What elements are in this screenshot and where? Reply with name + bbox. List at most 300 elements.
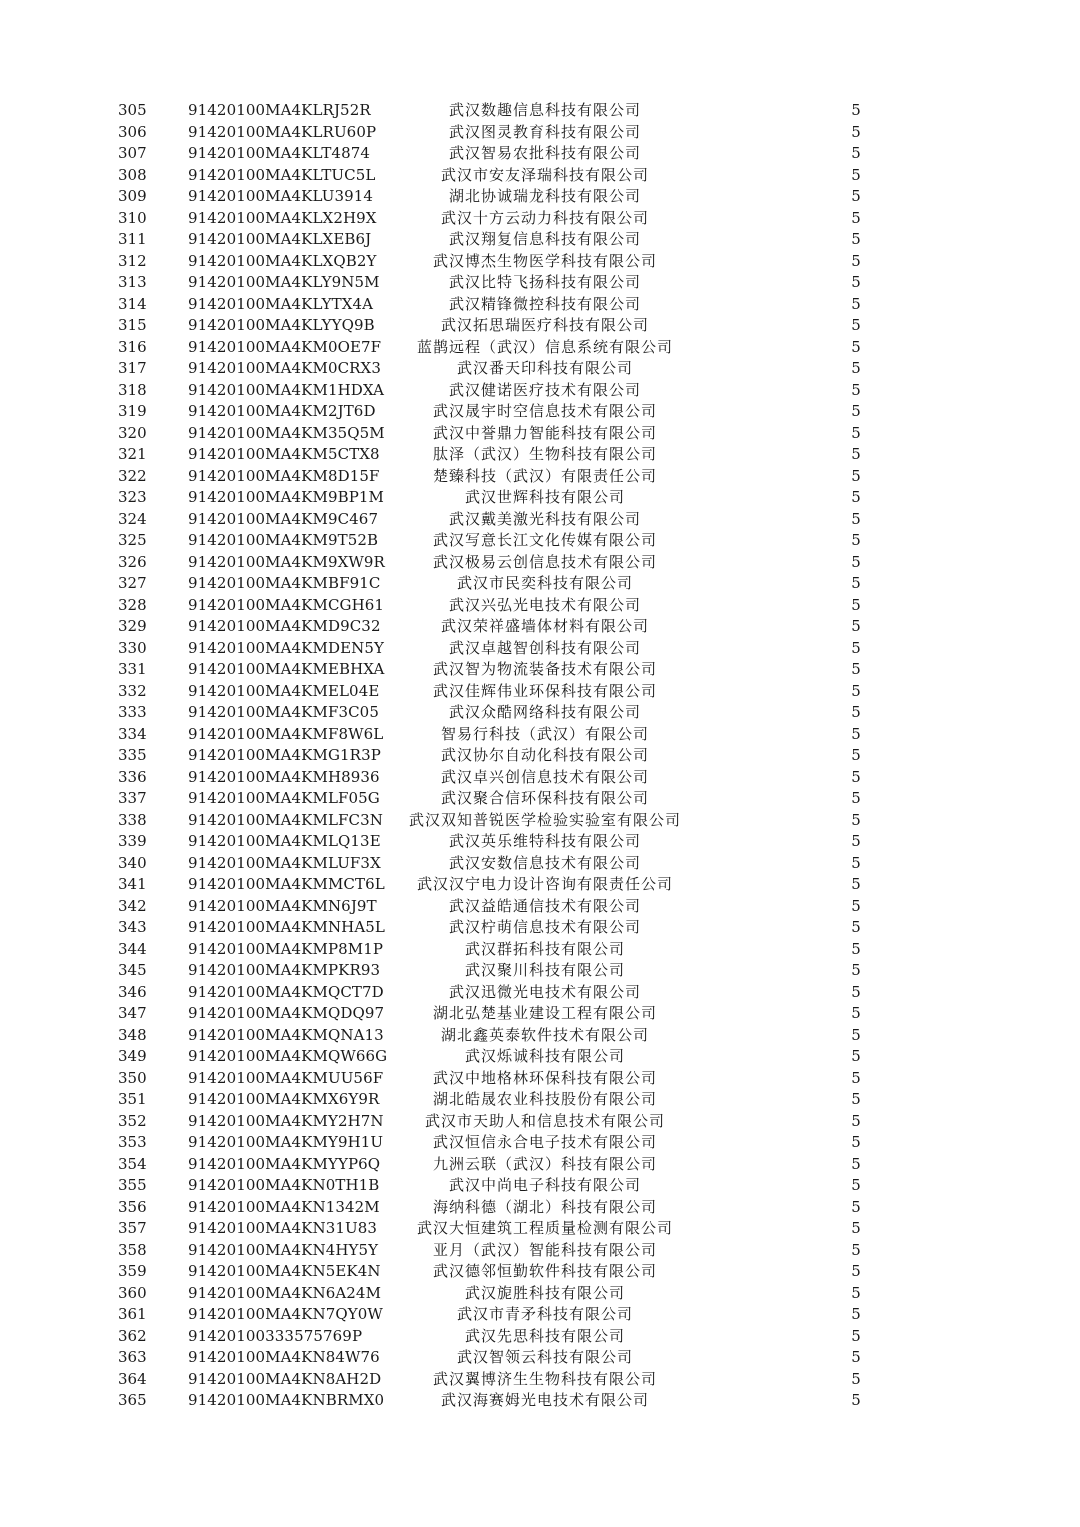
table-row <box>0 1369 1080 1391</box>
row-number: 364 <box>118 1369 147 1388</box>
row-number: 355 <box>118 1176 147 1194</box>
score: 5 <box>851 875 861 893</box>
company-list-table <box>0 100 1080 1412</box>
company-name: 武汉健诺医疗技术有限公司 <box>448 380 641 399</box>
company-name: 武汉番天印科技有限公司 <box>456 359 633 377</box>
credit-code: 91420100MA4KN84W76 <box>188 1348 380 1366</box>
table-row <box>0 509 1080 531</box>
score: 5 <box>851 144 861 162</box>
credit-code: 91420100MA4KLX2H9X <box>188 208 377 227</box>
company-name: 武汉卓越智创科技有限公司 <box>448 638 641 657</box>
score: 5 <box>851 703 861 721</box>
credit-code: 91420100MA4KLTUC5L <box>188 165 376 184</box>
row-number: 356 <box>118 1197 147 1216</box>
credit-code: 91420100MA4KMLFC3N <box>188 810 383 829</box>
table-row <box>0 552 1080 574</box>
credit-code: 91420100MA4KN5EK4N <box>188 1262 381 1280</box>
company-name: 亚月（武汉）智能科技有限公司 <box>432 1240 657 1259</box>
score: 5 <box>851 1004 861 1022</box>
row-number: 350 <box>118 1068 147 1087</box>
company-name: 武汉海赛姆光电技术有限公司 <box>440 1391 649 1409</box>
row-number: 312 <box>118 251 147 270</box>
table-row <box>0 1304 1080 1326</box>
table-row <box>0 788 1080 810</box>
credit-code: 91420100MA4KLRU60P <box>188 122 377 141</box>
company-name: 武汉安数信息技术有限公司 <box>448 853 641 872</box>
credit-code: 91420100MA4KMD9C32 <box>188 617 381 635</box>
row-number: 340 <box>118 853 147 872</box>
company-name: 武汉佳辉伟业环保科技有限公司 <box>432 681 657 700</box>
table-row <box>0 724 1080 746</box>
credit-code: 91420100MA4KLY9N5M <box>188 273 380 291</box>
table-row <box>0 487 1080 509</box>
company-name: 武汉中尚电子科技有限公司 <box>448 1176 641 1194</box>
credit-code: 91420100MA4KMNHA5L <box>188 918 385 936</box>
credit-code: 91420100MA4KMEL04E <box>188 681 380 700</box>
row-number: 318 <box>118 380 147 399</box>
row-number: 325 <box>118 531 147 549</box>
credit-code: 91420100MA4KMBF91C <box>188 574 381 592</box>
company-name: 武汉旎胜科技有限公司 <box>464 1283 625 1302</box>
credit-code: 91420100MA4KM35Q5M <box>188 423 385 442</box>
table-row <box>0 444 1080 466</box>
score: 5 <box>851 380 861 399</box>
score: 5 <box>851 466 861 485</box>
score: 5 <box>851 1068 861 1087</box>
company-name: 武汉聚川科技有限公司 <box>464 961 625 979</box>
row-number: 320 <box>118 423 147 442</box>
company-name: 武汉博杰生物医学科技有限公司 <box>432 251 657 270</box>
credit-code: 91420100MA4KMF3C05 <box>188 703 379 721</box>
row-number: 314 <box>118 294 147 313</box>
score: 5 <box>851 789 861 807</box>
table-row <box>0 229 1080 251</box>
credit-code: 91420100MA4KMCGH61 <box>188 595 385 614</box>
row-number: 353 <box>118 1133 147 1151</box>
credit-code: 91420100MA4KMMCT6L <box>188 875 385 893</box>
row-number: 332 <box>118 681 147 700</box>
row-number: 324 <box>118 509 147 528</box>
table-row <box>0 272 1080 294</box>
table-row <box>0 1025 1080 1047</box>
table-row <box>0 1261 1080 1283</box>
table-row <box>0 337 1080 359</box>
table-row <box>0 1283 1080 1305</box>
table-row <box>0 358 1080 380</box>
company-name: 武汉烁诚科技有限公司 <box>464 1047 625 1065</box>
score: 5 <box>851 982 861 1001</box>
credit-code: 91420100MA4KM1HDXA <box>188 380 385 399</box>
credit-code: 91420100MA4KMH8936 <box>188 767 380 786</box>
table-row <box>0 251 1080 273</box>
credit-code: 91420100MA4KM2JT6D <box>188 402 376 420</box>
table-row <box>0 1003 1080 1025</box>
score: 5 <box>851 1348 861 1366</box>
row-number: 308 <box>118 165 147 184</box>
credit-code: 91420100MA4KMLUF3X <box>188 853 381 872</box>
score: 5 <box>851 488 861 506</box>
table-row <box>0 659 1080 681</box>
score: 5 <box>851 251 861 270</box>
row-number: 352 <box>118 1111 147 1130</box>
table-row <box>0 1154 1080 1176</box>
company-name: 武汉柠萌信息技术有限公司 <box>448 918 641 936</box>
table-row <box>0 896 1080 918</box>
table-row <box>0 745 1080 767</box>
table-row <box>0 638 1080 660</box>
company-name: 武汉翼博济生生物科技有限公司 <box>432 1369 657 1388</box>
company-name: 武汉数趣信息科技有限公司 <box>448 101 641 119</box>
company-name: 武汉十方云动力科技有限公司 <box>440 208 649 227</box>
company-name: 楚臻科技（武汉）有限责任公司 <box>432 466 657 485</box>
table-row <box>0 100 1080 122</box>
row-number: 339 <box>118 832 147 850</box>
row-number: 351 <box>118 1090 147 1108</box>
company-name: 武汉智领云科技有限公司 <box>456 1348 633 1366</box>
score: 5 <box>851 724 861 743</box>
company-name: 武汉益皓通信技术有限公司 <box>448 896 641 915</box>
score: 5 <box>851 1369 861 1388</box>
company-name: 武汉市安友泽瑞科技有限公司 <box>440 165 649 184</box>
credit-code: 91420100MA4KMY2H7N <box>188 1111 384 1130</box>
row-number: 360 <box>118 1283 147 1302</box>
score: 5 <box>851 1133 861 1151</box>
score: 5 <box>851 445 861 463</box>
row-number: 358 <box>118 1240 147 1259</box>
score: 5 <box>851 423 861 442</box>
company-name: 武汉卓兴创信息技术有限公司 <box>440 767 649 786</box>
company-name: 武汉市民奕科技有限公司 <box>456 574 633 592</box>
credit-code: 91420100MA4KN0TH1B <box>188 1176 380 1194</box>
row-number: 330 <box>118 638 147 657</box>
company-name: 武汉协尔自动化科技有限公司 <box>440 746 649 764</box>
table-row <box>0 530 1080 552</box>
row-number: 341 <box>118 875 147 893</box>
credit-code: 91420100MA4KLU3914 <box>188 187 374 205</box>
company-name: 武汉英乐维特科技有限公司 <box>448 832 641 850</box>
table-row <box>0 165 1080 187</box>
company-name: 武汉中地格林环保科技有限公司 <box>432 1068 657 1087</box>
table-row <box>0 466 1080 488</box>
row-number: 357 <box>118 1219 147 1237</box>
table-row <box>0 616 1080 638</box>
score: 5 <box>851 1111 861 1130</box>
score: 5 <box>851 660 861 678</box>
company-name: 武汉智为物流装备技术有限公司 <box>432 660 657 678</box>
row-number: 331 <box>118 660 147 678</box>
score: 5 <box>851 767 861 786</box>
credit-code: 91420100MA4KN31U83 <box>188 1219 378 1237</box>
table-row <box>0 1347 1080 1369</box>
company-name: 海纳科德（湖北）科技有限公司 <box>432 1197 657 1216</box>
table-row <box>0 831 1080 853</box>
company-name: 武汉兴弘光电技术有限公司 <box>448 595 641 614</box>
company-name: 武汉大恒建筑工程质量检测有限公司 <box>416 1219 673 1237</box>
company-name: 武汉中誉鼎力智能科技有限公司 <box>432 423 657 442</box>
score: 5 <box>851 1176 861 1194</box>
credit-code: 91420100MA4KM8D15F <box>188 466 380 485</box>
company-name: 湖北弘楚基业建设工程有限公司 <box>432 1004 657 1022</box>
score: 5 <box>851 230 861 248</box>
score: 5 <box>851 337 861 356</box>
credit-code: 91420100MA4KLYTX4A <box>188 294 374 313</box>
credit-code: 91420100MA4KMQNA13 <box>188 1025 384 1044</box>
credit-code: 91420100MA4KMQW66G <box>188 1047 388 1065</box>
table-row <box>0 1218 1080 1240</box>
row-number: 305 <box>118 101 147 119</box>
company-name: 武汉翔复信息科技有限公司 <box>448 230 641 248</box>
table-row <box>0 423 1080 445</box>
row-number: 327 <box>118 574 147 592</box>
table-row <box>0 1197 1080 1219</box>
table-row <box>0 767 1080 789</box>
table-row <box>0 917 1080 939</box>
table-row <box>0 939 1080 961</box>
company-name: 肽泽（武汉）生物科技有限公司 <box>432 445 657 463</box>
score: 5 <box>851 1283 861 1302</box>
row-number: 346 <box>118 982 147 1001</box>
row-number: 321 <box>118 445 147 463</box>
credit-code: 91420100MA4KLRJ52R <box>188 101 371 119</box>
credit-code: 91420100MA4KMF8W6L <box>188 724 384 743</box>
score: 5 <box>851 595 861 614</box>
credit-code: 91420100MA4KMUU56F <box>188 1068 384 1087</box>
row-number: 336 <box>118 767 147 786</box>
company-name: 武汉智易农批科技有限公司 <box>448 144 641 162</box>
row-number: 307 <box>118 144 147 162</box>
score: 5 <box>851 1154 861 1173</box>
credit-code: 91420100MA4KMY9H1U <box>188 1133 384 1151</box>
row-number: 310 <box>118 208 147 227</box>
table-row <box>0 186 1080 208</box>
company-name: 武汉比特飞扬科技有限公司 <box>448 273 641 291</box>
row-number: 323 <box>118 488 147 506</box>
row-number: 334 <box>118 724 147 743</box>
company-name: 武汉图灵教育科技有限公司 <box>448 122 641 141</box>
company-name: 武汉拓思瑞医疗科技有限公司 <box>440 316 649 334</box>
row-number: 365 <box>118 1391 147 1409</box>
credit-code: 91420100MA4KN6A24M <box>188 1283 382 1302</box>
table-row <box>0 1132 1080 1154</box>
table-row <box>0 982 1080 1004</box>
credit-code: 91420100MA4KLT4874 <box>188 144 371 162</box>
credit-code: 91420100MA4KN4HY5Y <box>188 1240 379 1259</box>
score: 5 <box>851 1262 861 1280</box>
row-number: 361 <box>118 1305 147 1323</box>
score: 5 <box>851 810 861 829</box>
row-number: 363 <box>118 1348 147 1366</box>
row-number: 309 <box>118 187 147 205</box>
score: 5 <box>851 832 861 850</box>
credit-code: 91420100MA4KMQCT7D <box>188 982 384 1001</box>
company-name: 武汉晟宇时空信息技术有限公司 <box>432 402 657 420</box>
credit-code: 91420100MA4KMN6J9T <box>188 896 377 915</box>
table-row <box>0 595 1080 617</box>
company-name: 武汉群拓科技有限公司 <box>464 939 625 958</box>
row-number: 342 <box>118 896 147 915</box>
score: 5 <box>851 187 861 205</box>
credit-code: 91420100333575769P <box>188 1326 363 1345</box>
credit-code: 91420100MA4KMG1R3P <box>188 746 381 764</box>
score: 5 <box>851 1197 861 1216</box>
row-number: 337 <box>118 789 147 807</box>
score: 5 <box>851 1391 861 1409</box>
table-row <box>0 380 1080 402</box>
row-number: 338 <box>118 810 147 829</box>
credit-code: 91420100MA4KMQDQ97 <box>188 1004 385 1022</box>
credit-code: 91420100MA4KM0OE7F <box>188 337 382 356</box>
row-number: 328 <box>118 595 147 614</box>
company-name: 武汉戴美激光科技有限公司 <box>448 509 641 528</box>
score: 5 <box>851 552 861 571</box>
credit-code: 91420100MA4KM9C467 <box>188 509 379 528</box>
table-row <box>0 401 1080 423</box>
row-number: 322 <box>118 466 147 485</box>
table-row <box>0 853 1080 875</box>
company-name: 蓝鹊远程（武汉）信息系统有限公司 <box>416 337 673 356</box>
score: 5 <box>851 1047 861 1065</box>
credit-code: 91420100MA4KN7QY0W <box>188 1305 383 1323</box>
row-number: 326 <box>118 552 147 571</box>
score: 5 <box>851 574 861 592</box>
row-number: 316 <box>118 337 147 356</box>
score: 5 <box>851 402 861 420</box>
score: 5 <box>851 746 861 764</box>
credit-code: 91420100MA4KLXQB2Y <box>188 251 377 270</box>
company-name: 武汉先思科技有限公司 <box>464 1326 625 1345</box>
row-number: 333 <box>118 703 147 721</box>
score: 5 <box>851 165 861 184</box>
company-name: 武汉聚合信环保科技有限公司 <box>440 789 649 807</box>
score: 5 <box>851 509 861 528</box>
score: 5 <box>851 1240 861 1259</box>
company-name: 武汉双知普锐医学检验实验室有限公司 <box>408 810 681 829</box>
table-row <box>0 315 1080 337</box>
company-name: 九洲云联（武汉）科技有限公司 <box>432 1154 657 1173</box>
row-number: 343 <box>118 918 147 936</box>
row-number: 359 <box>118 1262 147 1280</box>
row-number: 348 <box>118 1025 147 1044</box>
credit-code: 91420100MA4KMLF05G <box>188 789 380 807</box>
row-number: 345 <box>118 961 147 979</box>
table-row <box>0 1326 1080 1348</box>
company-name: 武汉极易云创信息技术有限公司 <box>432 552 657 571</box>
row-number: 344 <box>118 939 147 958</box>
score: 5 <box>851 617 861 635</box>
table-row <box>0 681 1080 703</box>
table-row <box>0 874 1080 896</box>
row-number: 319 <box>118 402 147 420</box>
table-row <box>0 143 1080 165</box>
credit-code: 91420100MA4KMX6Y9R <box>188 1090 380 1108</box>
table-row <box>0 1068 1080 1090</box>
row-number: 347 <box>118 1004 147 1022</box>
credit-code: 91420100MA4KM9T52B <box>188 531 379 549</box>
score: 5 <box>851 918 861 936</box>
row-number: 311 <box>118 230 147 248</box>
score: 5 <box>851 1025 861 1044</box>
credit-code: 91420100MA4KMP8M1P <box>188 939 384 958</box>
score: 5 <box>851 961 861 979</box>
row-number: 329 <box>118 617 147 635</box>
score: 5 <box>851 294 861 313</box>
score: 5 <box>851 1305 861 1323</box>
score: 5 <box>851 101 861 119</box>
score: 5 <box>851 1219 861 1237</box>
company-name: 武汉写意长江文化传媒有限公司 <box>432 531 657 549</box>
table-row <box>0 1089 1080 1111</box>
table-row <box>0 1111 1080 1133</box>
company-name: 智易行科技（武汉）有限公司 <box>440 724 649 743</box>
company-name: 武汉精锋微控科技有限公司 <box>448 294 641 313</box>
table-row <box>0 1240 1080 1262</box>
company-name: 武汉德邻恒勤软件科技有限公司 <box>432 1262 657 1280</box>
table-row <box>0 1390 1080 1412</box>
credit-code: 91420100MA4KMLQ13E <box>188 832 381 850</box>
credit-code: 91420100MA4KMEBHXA <box>188 660 385 678</box>
company-name: 武汉市青矛科技有限公司 <box>456 1305 633 1323</box>
company-name: 武汉市天助人和信息技术有限公司 <box>424 1111 665 1130</box>
score: 5 <box>851 896 861 915</box>
table-row <box>0 294 1080 316</box>
table-row <box>0 208 1080 230</box>
score: 5 <box>851 208 861 227</box>
score: 5 <box>851 316 861 334</box>
row-number: 313 <box>118 273 147 291</box>
credit-code: 91420100MA4KLXEB6J <box>188 230 372 248</box>
row-number: 362 <box>118 1326 147 1345</box>
table-row <box>0 960 1080 982</box>
company-name: 武汉世辉科技有限公司 <box>464 488 625 506</box>
table-row <box>0 702 1080 724</box>
credit-code: 91420100MA4KM5CTX8 <box>188 445 380 463</box>
credit-code: 91420100MA4KNBRMX0 <box>188 1391 385 1409</box>
score: 5 <box>851 1090 861 1108</box>
table-row <box>0 122 1080 144</box>
credit-code: 91420100MA4KMPKR93 <box>188 961 381 979</box>
score: 5 <box>851 853 861 872</box>
table-row <box>0 1175 1080 1197</box>
credit-code: 91420100MA4KM9BP1M <box>188 488 385 506</box>
score: 5 <box>851 122 861 141</box>
credit-code: 91420100MA4KM0CRX3 <box>188 359 381 377</box>
row-number: 315 <box>118 316 147 334</box>
company-name: 湖北鑫英泰软件技术有限公司 <box>440 1025 649 1044</box>
company-name: 武汉荣祥盛墙体材料有限公司 <box>440 617 649 635</box>
score: 5 <box>851 359 861 377</box>
table-row <box>0 573 1080 595</box>
company-name: 武汉众酷网络科技有限公司 <box>448 703 641 721</box>
credit-code: 91420100MA4KMYYP6Q <box>188 1154 381 1173</box>
company-name: 武汉恒信永合电子技术有限公司 <box>432 1133 657 1151</box>
table-row <box>0 1046 1080 1068</box>
credit-code: 91420100MA4KN8AH2D <box>188 1369 382 1388</box>
row-number: 317 <box>118 359 147 377</box>
score: 5 <box>851 638 861 657</box>
company-name: 武汉迅微光电技术有限公司 <box>448 982 641 1001</box>
row-number: 306 <box>118 122 147 141</box>
row-number: 354 <box>118 1154 147 1173</box>
score: 5 <box>851 1326 861 1345</box>
company-name: 湖北皓晟农业科技股份有限公司 <box>432 1090 657 1108</box>
score: 5 <box>851 681 861 700</box>
company-name: 湖北协诚瑞龙科技有限公司 <box>448 187 641 205</box>
credit-code: 91420100MA4KN1342M <box>188 1197 380 1216</box>
row-number: 335 <box>118 746 147 764</box>
score: 5 <box>851 531 861 549</box>
table-row <box>0 810 1080 832</box>
score: 5 <box>851 939 861 958</box>
